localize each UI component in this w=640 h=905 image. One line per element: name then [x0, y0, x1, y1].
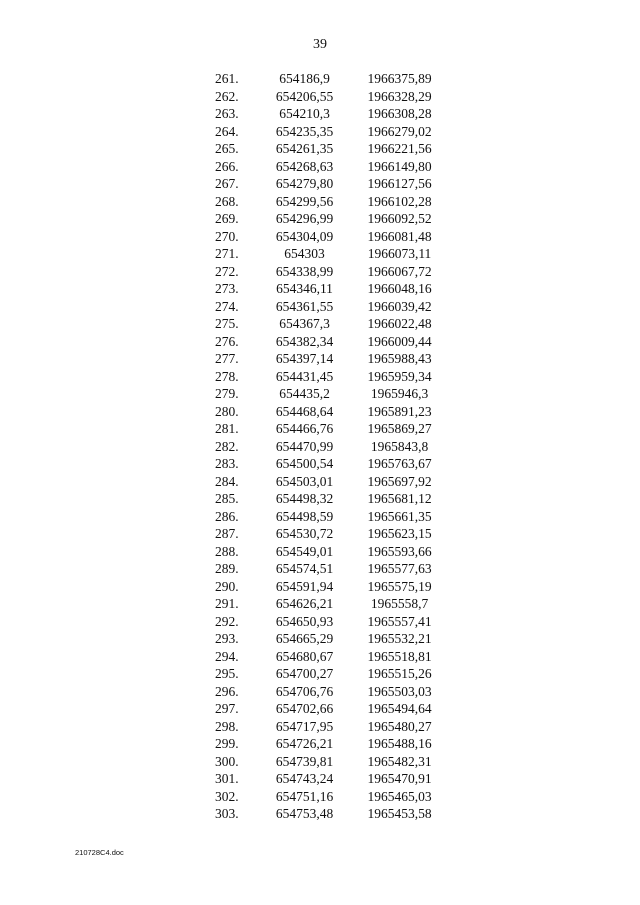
point-number-cell: 265. — [215, 141, 239, 156]
point-number-cell: 280. — [215, 403, 239, 419]
y-coordinate-cell: 1966048,16 — [367, 281, 432, 296]
table-row — [215, 175, 447, 193]
x-coordinate-cell: 654346,11 — [276, 281, 333, 296]
table-row — [215, 700, 447, 718]
y-coordinate-cell: 1965843,8 — [370, 438, 429, 454]
table-row — [215, 403, 447, 421]
y-coordinate-cell: 1966149,80 — [367, 158, 432, 174]
x-coordinate-cell: 654574,51 — [275, 561, 334, 576]
point-number-cell: 277. — [215, 351, 239, 366]
table-row — [215, 350, 447, 368]
x-coordinate-cell: 654530,72 — [275, 526, 334, 541]
table-row — [215, 543, 447, 561]
y-coordinate-cell: 1965453,58 — [367, 806, 432, 821]
y-coordinate-cell: 1965661,35 — [367, 508, 432, 524]
x-coordinate-cell: 654717,95 — [275, 718, 334, 734]
table-row — [215, 105, 447, 123]
table-row — [215, 333, 447, 351]
y-coordinate-cell: 1965681,12 — [367, 491, 432, 506]
point-number-cell: 303. — [215, 806, 239, 821]
page-number: 39 — [313, 37, 327, 52]
x-coordinate-cell: 654503,01 — [275, 473, 334, 489]
x-coordinate-cell: 654235,35 — [275, 123, 334, 139]
table-row — [215, 263, 447, 281]
x-coordinate-cell: 654186,9 — [279, 71, 330, 86]
point-number-cell: 261. — [215, 71, 239, 86]
y-coordinate-cell: 1965494,64 — [367, 701, 432, 716]
y-coordinate-cell: 1965891,23 — [367, 403, 432, 419]
y-coordinate-cell: 1965488,16 — [367, 736, 432, 751]
table-row — [215, 753, 447, 771]
x-coordinate-cell: 654726,21 — [275, 736, 334, 751]
x-coordinate-cell: 654753,48 — [275, 806, 334, 821]
point-number-cell: 262. — [215, 88, 239, 104]
table-row — [215, 455, 447, 473]
point-number-cell: 278. — [215, 368, 239, 384]
x-coordinate-cell: 654361,55 — [275, 298, 334, 314]
point-number-cell: 269. — [215, 211, 239, 226]
table-row — [215, 315, 447, 333]
point-number-cell: 283. — [215, 456, 239, 471]
x-coordinate-cell: 654739,81 — [275, 753, 334, 769]
y-coordinate-cell: 1966039,42 — [367, 298, 432, 314]
table-row — [215, 595, 447, 613]
y-coordinate-cell: 1966022,48 — [367, 316, 432, 331]
table-row — [215, 140, 447, 158]
table-row — [215, 123, 447, 141]
x-coordinate-cell: 654279,80 — [275, 176, 334, 191]
x-coordinate-cell: 654210,3 — [279, 106, 330, 121]
point-number-cell: 301. — [215, 771, 239, 786]
table-row — [215, 490, 447, 508]
x-coordinate-cell: 654700,27 — [275, 666, 334, 681]
x-coordinate-cell: 654751,16 — [275, 788, 334, 804]
x-coordinate-cell: 654303 — [284, 246, 325, 261]
point-number-cell: 268. — [215, 193, 239, 209]
x-coordinate-cell: 654650,93 — [275, 613, 334, 629]
point-number-cell: 300. — [215, 753, 239, 769]
y-coordinate-cell: 1965697,92 — [367, 473, 432, 489]
point-number-cell: 289. — [215, 561, 239, 576]
y-coordinate-cell: 1966279,02 — [367, 123, 432, 139]
table-row — [215, 158, 447, 176]
x-coordinate-cell: 654549,01 — [275, 543, 334, 559]
table-row — [215, 578, 447, 596]
table-row — [215, 193, 447, 211]
x-coordinate-cell: 654498,32 — [275, 491, 334, 506]
x-coordinate-cell: 654338,99 — [275, 263, 334, 279]
x-coordinate-cell: 654261,35 — [275, 141, 334, 156]
x-coordinate-cell: 654500,54 — [275, 456, 334, 471]
x-coordinate-cell: 654268,63 — [275, 158, 334, 174]
y-coordinate-cell: 1965503,03 — [367, 683, 432, 699]
y-coordinate-cell: 1965515,26 — [367, 666, 432, 681]
y-coordinate-cell: 1965869,27 — [367, 421, 432, 436]
table-row — [215, 788, 447, 806]
y-coordinate-cell: 1966073,11 — [367, 246, 432, 261]
point-number-cell: 263. — [215, 106, 239, 121]
x-coordinate-cell: 654296,99 — [275, 211, 334, 226]
x-coordinate-cell: 654702,66 — [275, 701, 334, 716]
y-coordinate-cell: 1965988,43 — [367, 351, 432, 366]
table-row — [215, 70, 447, 88]
y-coordinate-cell: 1965575,19 — [367, 578, 432, 594]
point-number-cell: 293. — [215, 631, 239, 646]
table-row — [215, 88, 447, 106]
point-number-cell: 267. — [215, 176, 239, 191]
y-coordinate-cell: 1965465,03 — [367, 788, 432, 804]
x-coordinate-cell: 654626,21 — [275, 596, 334, 611]
table-row — [215, 228, 447, 246]
point-number-cell: 302. — [215, 788, 239, 804]
table-row — [215, 770, 447, 788]
x-coordinate-cell: 654382,34 — [275, 333, 334, 349]
point-number-cell: 290. — [215, 578, 239, 594]
point-number-cell: 276. — [215, 333, 239, 349]
x-coordinate-cell: 654498,59 — [275, 508, 334, 524]
table-row — [215, 735, 447, 753]
point-number-cell: 282. — [215, 438, 239, 454]
y-coordinate-cell: 1965557,41 — [367, 613, 432, 629]
table-row — [215, 718, 447, 736]
y-coordinate-cell: 1966092,52 — [367, 211, 432, 226]
table-row — [215, 613, 447, 631]
y-coordinate-cell: 1965763,67 — [367, 456, 432, 471]
point-number-cell: 274. — [215, 298, 239, 314]
y-coordinate-cell: 1965532,21 — [367, 631, 432, 646]
y-coordinate-cell: 1965482,31 — [367, 753, 432, 769]
y-coordinate-cell: 1966375,89 — [367, 71, 432, 86]
coordinates-table — [215, 70, 447, 823]
table-row — [215, 298, 447, 316]
x-coordinate-cell: 654435,2 — [279, 386, 330, 401]
table-row — [215, 368, 447, 386]
point-number-cell: 298. — [215, 718, 239, 734]
x-coordinate-cell: 654206,55 — [275, 88, 334, 104]
coordinates-table-body — [215, 70, 447, 823]
table-row — [215, 508, 447, 526]
table-row — [215, 805, 447, 823]
point-number-cell: 296. — [215, 683, 239, 699]
x-coordinate-cell: 654680,67 — [275, 648, 334, 664]
y-coordinate-cell: 1966081,48 — [367, 228, 432, 244]
point-number-cell: 295. — [215, 666, 239, 681]
x-coordinate-cell: 654299,56 — [275, 193, 334, 209]
table-row — [215, 473, 447, 491]
y-coordinate-cell: 1965946,3 — [370, 386, 429, 401]
table-row — [215, 420, 447, 438]
y-coordinate-cell: 1965518,81 — [367, 648, 432, 664]
y-coordinate-cell: 1965623,15 — [367, 526, 432, 541]
point-number-cell: 273. — [215, 281, 239, 296]
table-row — [215, 630, 447, 648]
table-row — [215, 438, 447, 456]
point-number-cell: 270. — [215, 228, 239, 244]
x-coordinate-cell: 654431,45 — [275, 368, 334, 384]
x-coordinate-cell: 654665,29 — [275, 631, 334, 646]
y-coordinate-cell: 1966127,56 — [367, 176, 432, 191]
point-number-cell: 284. — [215, 473, 239, 489]
y-coordinate-cell: 1966009,44 — [367, 333, 432, 349]
y-coordinate-cell: 1965558,7 — [370, 596, 429, 611]
table-row — [215, 525, 447, 543]
x-coordinate-cell: 654304,09 — [275, 228, 334, 244]
file-name-footer: 210728C4.doc — [75, 848, 124, 857]
x-coordinate-cell: 654468,64 — [275, 403, 334, 419]
x-coordinate-cell: 654470,99 — [275, 438, 334, 454]
point-number-cell: 275. — [215, 316, 239, 331]
point-number-cell: 291. — [215, 596, 239, 611]
x-coordinate-cell: 654591,94 — [275, 578, 334, 594]
table-row — [215, 648, 447, 666]
table-row — [215, 560, 447, 578]
point-number-cell: 266. — [215, 158, 239, 174]
y-coordinate-cell: 1966328,29 — [367, 88, 432, 104]
point-number-cell: 288. — [215, 543, 239, 559]
x-coordinate-cell: 654367,3 — [279, 316, 330, 331]
point-number-cell: 264. — [215, 123, 239, 139]
point-number-cell: 297. — [215, 701, 239, 716]
y-coordinate-cell: 1966067,72 — [367, 263, 432, 279]
y-coordinate-cell: 1966308,28 — [367, 106, 432, 121]
table-row — [215, 280, 447, 298]
point-number-cell: 272. — [215, 263, 239, 279]
y-coordinate-cell: 1965959,34 — [367, 368, 432, 384]
x-coordinate-cell: 654743,24 — [275, 771, 334, 786]
table-row — [215, 210, 447, 228]
y-coordinate-cell: 1965470,91 — [367, 771, 432, 786]
table-row — [215, 665, 447, 683]
point-number-cell: 294. — [215, 648, 239, 664]
table-row — [215, 385, 447, 403]
point-number-cell: 299. — [215, 736, 239, 751]
y-coordinate-cell: 1966102,28 — [367, 193, 432, 209]
y-coordinate-cell: 1965577,63 — [367, 561, 432, 576]
x-coordinate-cell: 654466,76 — [275, 421, 334, 436]
point-number-cell: 287. — [215, 526, 239, 541]
y-coordinate-cell: 1965593,66 — [367, 543, 432, 559]
point-number-cell: 279. — [215, 386, 239, 401]
point-number-cell: 285. — [215, 491, 239, 506]
table-row — [215, 245, 447, 263]
point-number-cell: 286. — [215, 508, 239, 524]
point-number-cell: 281. — [215, 421, 239, 436]
point-number-cell: 292. — [215, 613, 239, 629]
point-number-cell: 271. — [215, 246, 239, 261]
x-coordinate-cell: 654706,76 — [275, 683, 334, 699]
y-coordinate-cell: 1966221,56 — [367, 141, 432, 156]
x-coordinate-cell: 654397,14 — [275, 351, 334, 366]
y-coordinate-cell: 1965480,27 — [367, 718, 432, 734]
table-row — [215, 683, 447, 701]
